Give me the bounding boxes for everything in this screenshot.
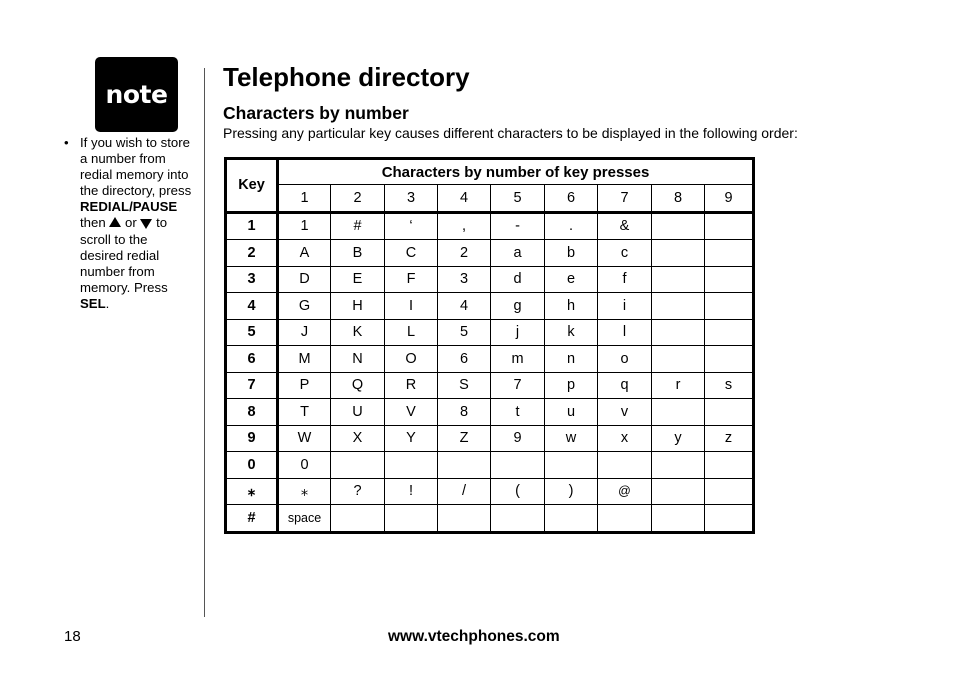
table-row bbox=[226, 212, 754, 240]
press-header: 1 bbox=[278, 185, 331, 213]
character-cell: P bbox=[278, 372, 331, 399]
character-cell bbox=[705, 319, 754, 346]
character-cell bbox=[438, 452, 491, 479]
character-cell: p bbox=[545, 372, 598, 399]
character-cell bbox=[652, 346, 705, 373]
key-label: 5 bbox=[226, 319, 278, 346]
character-cell bbox=[652, 452, 705, 479]
press-header: 6 bbox=[545, 185, 598, 213]
character-cell bbox=[705, 452, 754, 479]
character-cell: 6 bbox=[438, 346, 491, 373]
character-cell: n bbox=[545, 346, 598, 373]
character-cell: - bbox=[491, 212, 545, 240]
character-cell bbox=[705, 212, 754, 240]
table-row bbox=[226, 293, 754, 320]
key-label: 6 bbox=[226, 346, 278, 373]
press-count-row bbox=[226, 185, 754, 213]
note-badge bbox=[95, 57, 178, 132]
table-row bbox=[226, 425, 754, 452]
character-cell: Z bbox=[438, 425, 491, 452]
character-cell bbox=[438, 505, 491, 533]
key-header: Key bbox=[226, 159, 278, 213]
character-cell bbox=[652, 212, 705, 240]
sidebar-or: or bbox=[125, 215, 137, 231]
table-row bbox=[226, 399, 754, 426]
character-cell: ) bbox=[545, 478, 598, 505]
character-cell: ( bbox=[491, 478, 545, 505]
table-row bbox=[226, 240, 754, 267]
character-cell: g bbox=[491, 293, 545, 320]
sidebar-note bbox=[64, 135, 194, 312]
key-label: 1 bbox=[226, 212, 278, 240]
character-cell bbox=[652, 399, 705, 426]
key-label: 8 bbox=[226, 399, 278, 426]
character-cell: 5 bbox=[438, 319, 491, 346]
character-cell: ? bbox=[331, 478, 385, 505]
character-cell: / bbox=[438, 478, 491, 505]
character-cell: X bbox=[331, 425, 385, 452]
character-cell: 3 bbox=[438, 266, 491, 293]
character-cell: z bbox=[705, 425, 754, 452]
character-cell bbox=[652, 266, 705, 293]
character-cell: u bbox=[545, 399, 598, 426]
character-cell bbox=[652, 293, 705, 320]
key-label: 2 bbox=[226, 240, 278, 267]
character-cell: j bbox=[491, 319, 545, 346]
character-cell: # bbox=[331, 212, 385, 240]
press-header: 9 bbox=[705, 185, 754, 213]
character-cell bbox=[652, 478, 705, 505]
column-divider bbox=[204, 68, 205, 617]
character-cell bbox=[598, 505, 652, 533]
character-cell: w bbox=[545, 425, 598, 452]
character-cell bbox=[545, 452, 598, 479]
character-cell: & bbox=[598, 212, 652, 240]
character-cell: a bbox=[491, 240, 545, 267]
key-label: 7 bbox=[226, 372, 278, 399]
press-header: 8 bbox=[652, 185, 705, 213]
character-cell: ‘ bbox=[385, 212, 438, 240]
character-cell: A bbox=[278, 240, 331, 267]
character-cell bbox=[598, 452, 652, 479]
sidebar-period: . bbox=[105, 295, 110, 311]
character-cell: Q bbox=[331, 372, 385, 399]
character-cell bbox=[705, 399, 754, 426]
table-row bbox=[226, 346, 754, 373]
character-cell: J bbox=[278, 319, 331, 346]
character-cell: ! bbox=[385, 478, 438, 505]
character-cell bbox=[491, 452, 545, 479]
character-cell: . bbox=[545, 212, 598, 240]
press-header: 7 bbox=[598, 185, 652, 213]
character-cell: t bbox=[491, 399, 545, 426]
character-cell bbox=[652, 240, 705, 267]
character-cell bbox=[705, 240, 754, 267]
character-cell bbox=[705, 293, 754, 320]
sidebar-text-2: to scroll to the desired redial number from memory. Press bbox=[80, 215, 168, 295]
character-cell: b bbox=[545, 240, 598, 267]
up-arrow-icon bbox=[109, 217, 121, 227]
character-cell: K bbox=[331, 319, 385, 346]
footer-url: www.vtechphones.com bbox=[388, 628, 560, 645]
character-cell: , bbox=[438, 212, 491, 240]
character-cell: @ bbox=[598, 478, 652, 505]
character-cell: S bbox=[438, 372, 491, 399]
character-cell: T bbox=[278, 399, 331, 426]
character-cell: l bbox=[598, 319, 652, 346]
table-row bbox=[226, 478, 754, 505]
key-label: 9 bbox=[226, 425, 278, 452]
character-cell bbox=[491, 505, 545, 533]
character-cell: h bbox=[545, 293, 598, 320]
character-cell: F bbox=[385, 266, 438, 293]
character-cell: E bbox=[331, 266, 385, 293]
characters-table-body bbox=[226, 212, 754, 532]
table-row bbox=[226, 452, 754, 479]
character-cell: N bbox=[331, 346, 385, 373]
sidebar-note-text bbox=[80, 135, 194, 312]
character-cell: x bbox=[598, 425, 652, 452]
character-cell: space bbox=[278, 505, 331, 533]
character-cell: V bbox=[385, 399, 438, 426]
character-cell: s bbox=[705, 372, 754, 399]
character-cell bbox=[705, 266, 754, 293]
redial-pause-key: REDIAL/PAUSE bbox=[80, 199, 178, 215]
key-label: ⁎ bbox=[226, 478, 278, 505]
character-cell bbox=[385, 452, 438, 479]
press-header: 4 bbox=[438, 185, 491, 213]
sel-key: SEL bbox=[80, 295, 106, 311]
press-header: 2 bbox=[331, 185, 385, 213]
character-cell: W bbox=[278, 425, 331, 452]
character-cell: 7 bbox=[491, 372, 545, 399]
section-title: Characters by number bbox=[223, 103, 409, 123]
character-cell bbox=[705, 505, 754, 533]
table-row bbox=[226, 266, 754, 293]
character-cell: v bbox=[598, 399, 652, 426]
table-row bbox=[226, 505, 754, 533]
character-cell: C bbox=[385, 240, 438, 267]
character-cell: o bbox=[598, 346, 652, 373]
character-cell: y bbox=[652, 425, 705, 452]
character-cell: 2 bbox=[438, 240, 491, 267]
character-cell: Y bbox=[385, 425, 438, 452]
table-row bbox=[226, 372, 754, 399]
character-cell: B bbox=[331, 240, 385, 267]
character-cell: U bbox=[331, 399, 385, 426]
character-cell: f bbox=[598, 266, 652, 293]
character-cell: m bbox=[491, 346, 545, 373]
character-cell bbox=[705, 478, 754, 505]
character-cell: k bbox=[545, 319, 598, 346]
character-cell bbox=[652, 319, 705, 346]
presses-header: Characters by number of key presses bbox=[278, 159, 754, 185]
key-label: # bbox=[226, 505, 278, 533]
key-label: 4 bbox=[226, 293, 278, 320]
character-cell: e bbox=[545, 266, 598, 293]
character-cell bbox=[331, 505, 385, 533]
character-cell: d bbox=[491, 266, 545, 293]
character-cell: r bbox=[652, 372, 705, 399]
character-cell bbox=[385, 505, 438, 533]
character-cell: 8 bbox=[438, 399, 491, 426]
intro-text: Pressing any particular key causes different characters to be displayed in the following order: bbox=[223, 125, 798, 141]
character-cell bbox=[705, 346, 754, 373]
character-cell: 1 bbox=[278, 212, 331, 240]
character-cell: L bbox=[385, 319, 438, 346]
character-cell: R bbox=[385, 372, 438, 399]
character-cell: H bbox=[331, 293, 385, 320]
character-cell: c bbox=[598, 240, 652, 267]
sidebar-text-1: If you wish to store a number from redial memory into the directory, press bbox=[80, 135, 192, 199]
page-title: Telephone directory bbox=[223, 62, 470, 92]
character-cell: i bbox=[598, 293, 652, 320]
character-cell: 9 bbox=[491, 425, 545, 452]
character-cell: D bbox=[278, 266, 331, 293]
character-cell: I bbox=[385, 293, 438, 320]
character-cell: 4 bbox=[438, 293, 491, 320]
character-cell: ⁎ bbox=[278, 478, 331, 505]
key-label: 0 bbox=[226, 452, 278, 479]
note-badge-label: note bbox=[105, 80, 168, 109]
character-cell: M bbox=[278, 346, 331, 373]
character-cell: O bbox=[385, 346, 438, 373]
character-cell bbox=[652, 505, 705, 533]
character-cell bbox=[545, 505, 598, 533]
table-row bbox=[226, 319, 754, 346]
characters-table bbox=[224, 157, 755, 534]
down-arrow-icon bbox=[140, 219, 152, 229]
press-header: 5 bbox=[491, 185, 545, 213]
character-cell: q bbox=[598, 372, 652, 399]
sidebar-then: then bbox=[80, 215, 106, 231]
press-header: 3 bbox=[385, 185, 438, 213]
character-cell bbox=[331, 452, 385, 479]
bullet: • bbox=[64, 135, 69, 150]
key-label: 3 bbox=[226, 266, 278, 293]
character-cell: 0 bbox=[278, 452, 331, 479]
character-cell: G bbox=[278, 293, 331, 320]
page-number: 18 bbox=[64, 628, 81, 645]
